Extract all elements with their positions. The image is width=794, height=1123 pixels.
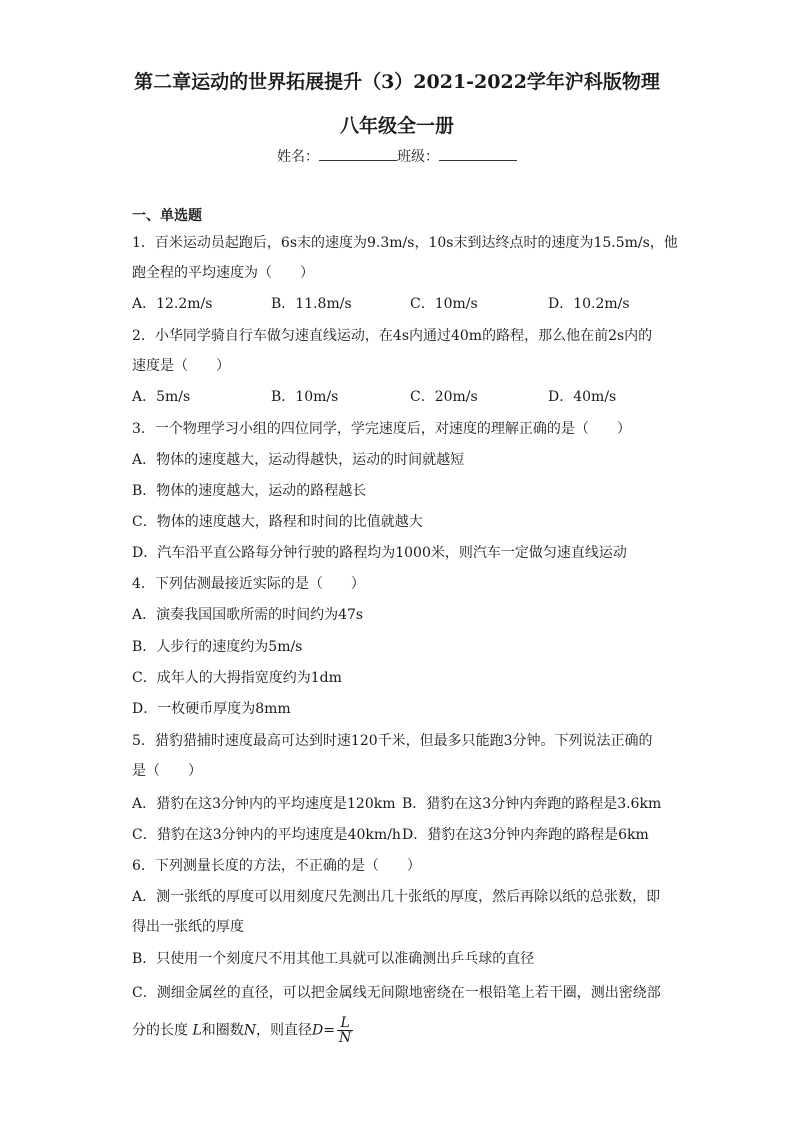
q3-stem: 3．一个物理学习小组的四位同学，学完速度后，对速度的理解正确的是（ ） <box>132 421 631 437</box>
q6-c-eq: = <box>323 1022 335 1039</box>
section-title: 一、单选题 <box>132 208 202 224</box>
name-label: 姓名： <box>277 149 319 165</box>
q6-c-text-b: 和圈数 <box>201 1022 244 1039</box>
q5-option-a[interactable]: A．猎豹在这3分钟内的平均速度是120km <box>132 796 396 812</box>
q1-option-a[interactable]: A．12.2m/s <box>132 296 213 312</box>
q6-c-frac-denominator: N <box>338 1030 352 1046</box>
name-blank[interactable] <box>319 146 397 161</box>
q5-options-row2 <box>132 825 668 845</box>
q1-options <box>132 294 668 314</box>
q6-option-a-line1[interactable]: A．测一张纸的厚度可以用刻度尺先测出几十张纸的厚度，然后再除以纸的总张数，即 <box>132 889 661 905</box>
q5-options-row1 <box>132 794 668 814</box>
q4-option-d[interactable]: D．一枚硬币厚度为8mm <box>132 701 291 717</box>
q6-c-text-c: ，则直径 <box>256 1022 312 1039</box>
q4-option-b[interactable]: B．人步行的速度约为5m/s <box>132 639 303 655</box>
q5-option-b[interactable]: B．猎豹在这3分钟内奔跑的路程是3.6km <box>402 796 662 812</box>
q1-option-b[interactable]: B．11.8m/s <box>271 296 352 312</box>
q6-c-var-d: D <box>312 1022 324 1039</box>
q2-option-a[interactable]: A．5m/s <box>132 389 191 405</box>
q6-c-frac-numerator: L <box>337 1016 353 1031</box>
q4-option-a[interactable]: A．演奏我国国歌所需的时间约为47s <box>132 607 364 623</box>
q5-option-c[interactable]: C．猎豹在这3分钟内的平均速度是40km/h <box>132 827 401 843</box>
q6-option-c-line1[interactable]: C．测细金属丝的直径，可以把金属线无间隙地密绕在一根铅笔上若干圈，测出密绕部 <box>132 985 661 1001</box>
q1-stem-line2: 跑全程的平均速度为（ ） <box>132 265 314 281</box>
q3-option-d[interactable]: D．汽车沿平直公路每分钟行驶的路程均为1000米，则汽车一定做匀速直线运动 <box>132 545 627 561</box>
q6-option-c-line2 <box>132 1016 668 1045</box>
q2-option-b[interactable]: B．10m/s <box>271 389 339 405</box>
q3-option-c[interactable]: C．物体的速度越大，路程和时间的比值就越大 <box>132 514 423 530</box>
q5-option-d[interactable]: D．猎豹在这3分钟内奔跑的路程是6km <box>402 827 649 843</box>
page-subtitle: 八年级全一册 <box>339 115 454 137</box>
page-title: 第二章运动的世界拓展提升（3）2021-2022学年沪科版物理 <box>134 71 660 93</box>
q2-option-c[interactable]: C．20m/s <box>410 389 478 405</box>
q6-option-b[interactable]: B．只使用一个刻度尺不用其他工具就可以准确测出乒乓球的直径 <box>132 951 535 967</box>
q1-option-d[interactable]: D．10.2m/s <box>548 296 630 312</box>
q6-c-fraction <box>337 1016 353 1045</box>
q6-c-text-a: 分的长度 <box>132 1022 188 1039</box>
class-label: 班级： <box>397 149 439 165</box>
q4-stem: 4．下列估测最接近实际的是（ ） <box>132 576 365 592</box>
q4-option-c[interactable]: C．成年人的大拇指宽度约为1dm <box>132 670 342 686</box>
q2-stem-line1: 2．小华同学骑自行车做匀速直线运动，在4s内通过40m的路程，那么他在前2s内的 <box>132 328 653 344</box>
student-info <box>0 146 794 167</box>
q2-option-d[interactable]: D．40m/s <box>548 389 617 405</box>
class-blank[interactable] <box>439 146 517 161</box>
q5-stem-line2: 是（ ） <box>132 763 202 779</box>
q6-stem: 6．下列测量长度的方法，不正确的是（ ） <box>132 858 421 874</box>
q3-option-a[interactable]: A．物体的速度越大，运动得越快，运动的时间就越短 <box>132 452 465 468</box>
q6-option-a-line2: 得出一张纸的厚度 <box>132 919 244 935</box>
q5-stem-line1: 5．猎豹猎捕时速度最高可达到时速120千米，但最多只能跑3分钟。下列说法正确的 <box>132 733 653 749</box>
q6-c-var-n: N <box>243 1022 256 1039</box>
q1-stem-line1: 1．百米运动员起跑后，6s末的速度为9.3m/s，10s末到达终点时的速度为15.5m/s，他 <box>132 235 678 251</box>
q2-stem-line2: 速度是（ ） <box>132 358 230 374</box>
q2-options <box>132 387 668 407</box>
q1-option-c[interactable]: C．10m/s <box>410 296 478 312</box>
q3-option-b[interactable]: B．物体的速度越大，运动的路程越长 <box>132 483 367 499</box>
q6-c-var-l: L <box>192 1022 202 1039</box>
